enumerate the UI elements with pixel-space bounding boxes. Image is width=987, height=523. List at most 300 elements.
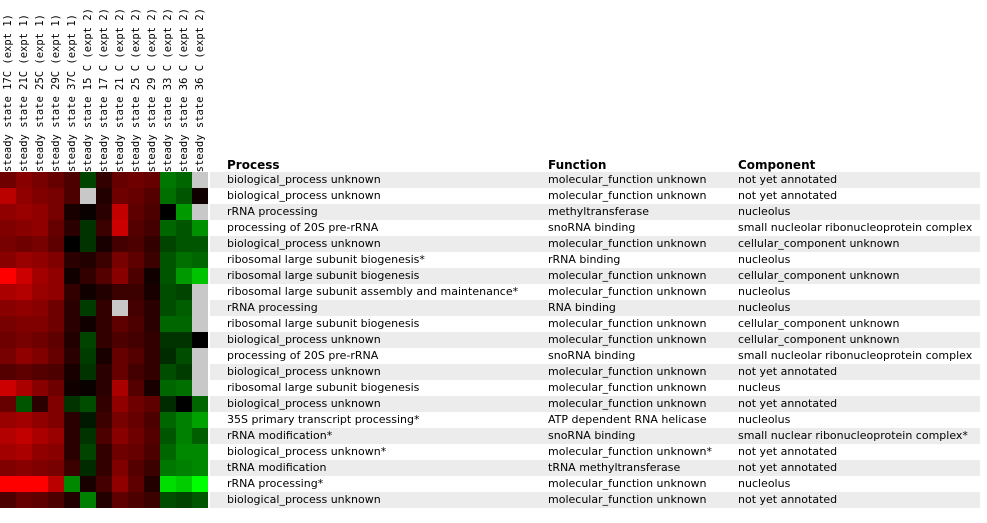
heatmap-cell (128, 204, 144, 220)
heatmap-cell (80, 268, 96, 284)
heatmap-cell (144, 188, 160, 204)
heatmap-cell (128, 396, 144, 412)
function-cell: snoRNA binding (548, 429, 636, 442)
heatmap-cell (32, 348, 48, 364)
heatmap-cell (80, 188, 96, 204)
table-row (210, 396, 980, 412)
component-cell: nucleolus (738, 301, 791, 314)
function-cell: molecular_function unknown (548, 269, 707, 282)
heatmap-cell (128, 236, 144, 252)
heatmap-cell (64, 284, 80, 300)
heatmap-cell (64, 380, 80, 396)
process-cell: rRNA processing (227, 205, 318, 218)
heatmap-cell (32, 268, 48, 284)
heatmap-cell (48, 412, 64, 428)
heatmap-cell (80, 380, 96, 396)
column-label: steady state 21 C (expt 2) (114, 7, 126, 172)
heatmap-cell (64, 332, 80, 348)
function-cell: molecular_function unknown (548, 397, 707, 410)
annotation-table (210, 172, 980, 508)
heatmap-cell (0, 172, 16, 188)
heatmap-cell (64, 236, 80, 252)
heatmap-cell (0, 300, 16, 316)
heatmap-cell (16, 220, 32, 236)
heatmap-cell (96, 188, 112, 204)
component-cell: small nucleolar ribonucleoprotein complex (738, 349, 973, 362)
function-cell: snoRNA binding (548, 221, 636, 234)
heatmap-cell (32, 412, 48, 428)
heatmap-cell (112, 428, 128, 444)
heatmap-cell (64, 476, 80, 492)
heatmap-cell (48, 220, 64, 236)
function-cell: molecular_function unknown (548, 477, 707, 490)
heatmap-cell (112, 492, 128, 508)
heatmap-cell (16, 252, 32, 268)
heatmap-cell (192, 428, 208, 444)
heatmap-cell (112, 396, 128, 412)
component-cell: cellular_component unknown (738, 317, 900, 330)
heatmap-cell (16, 476, 32, 492)
heatmap-cell (48, 236, 64, 252)
heatmap-cell (64, 300, 80, 316)
heatmap-cell (0, 396, 16, 412)
heatmap-cell (144, 460, 160, 476)
process-cell: tRNA modification (227, 461, 327, 474)
heatmap-cell (144, 396, 160, 412)
heatmap-cell (192, 444, 208, 460)
heatmap-cell (96, 284, 112, 300)
heatmap-cell (48, 268, 64, 284)
heatmap-cell (32, 204, 48, 220)
process-cell: ribosomal large subunit biogenesis* (227, 253, 425, 266)
heatmap-cell (112, 380, 128, 396)
column-label: steady state 15 C (expt 2) (82, 7, 94, 172)
table-row (210, 188, 980, 204)
heatmap-cell (64, 220, 80, 236)
heatmap-cell (144, 268, 160, 284)
heatmap-cell (192, 300, 208, 316)
heatmap-cell (0, 348, 16, 364)
header-process: Process (227, 158, 280, 172)
heatmap-cell (192, 412, 208, 428)
heatmap-cell (144, 380, 160, 396)
heatmap (0, 172, 208, 508)
heatmap-cell (48, 188, 64, 204)
heatmap-cell (0, 252, 16, 268)
heatmap-cell (96, 220, 112, 236)
heatmap-cell (96, 364, 112, 380)
heatmap-cell (176, 172, 192, 188)
heatmap-cell (16, 284, 32, 300)
table-row (210, 316, 980, 332)
heatmap-cell (176, 364, 192, 380)
heatmap-cell (0, 316, 16, 332)
heatmap-cell (160, 332, 176, 348)
table-row (210, 236, 980, 252)
table-row (210, 348, 980, 364)
heatmap-cell (128, 428, 144, 444)
heatmap-cell (144, 172, 160, 188)
heatmap-cell (128, 172, 144, 188)
heatmap-cell (0, 412, 16, 428)
heatmap-cell (112, 220, 128, 236)
heatmap-cell (48, 444, 64, 460)
heatmap-cell (112, 268, 128, 284)
heatmap-cell (160, 380, 176, 396)
heatmap-cell (96, 204, 112, 220)
function-cell: RNA binding (548, 301, 616, 314)
table-row (210, 492, 980, 508)
heatmap-cell (128, 268, 144, 284)
process-cell: rRNA processing* (227, 477, 324, 490)
heatmap-cell (80, 316, 96, 332)
heatmap-cell (80, 236, 96, 252)
table-row (210, 412, 980, 428)
heatmap-cell (128, 412, 144, 428)
table-row (210, 268, 980, 284)
heatmap-cell (96, 332, 112, 348)
heatmap-cell (32, 284, 48, 300)
heatmap-cell (32, 236, 48, 252)
heatmap-cell (16, 188, 32, 204)
heatmap-cell (176, 236, 192, 252)
column-label: steady state 25 C (expt 2) (130, 7, 142, 172)
heatmap-cell (96, 412, 112, 428)
function-cell: tRNA methyltransferase (548, 461, 681, 474)
heatmap-cell (176, 492, 192, 508)
process-cell: processing of 20S pre-rRNA (227, 349, 379, 362)
heatmap-cell (128, 332, 144, 348)
header-component: Component (738, 158, 816, 172)
heatmap-cell (144, 300, 160, 316)
heatmap-cell (16, 428, 32, 444)
component-cell: small nucleolar ribonucleoprotein complex (738, 221, 973, 234)
heatmap-cell (96, 348, 112, 364)
heatmap-cell (16, 380, 32, 396)
heatmap-cell (64, 188, 80, 204)
process-cell: biological_process unknown (227, 173, 381, 186)
heatmap-cell (80, 460, 96, 476)
heatmap-cell (176, 188, 192, 204)
process-cell: biological_process unknown (227, 493, 381, 506)
heatmap-cell (112, 300, 128, 316)
heatmap-cell (32, 364, 48, 380)
table-row (210, 364, 980, 380)
heatmap-cell (112, 284, 128, 300)
heatmap-cell (128, 492, 144, 508)
heatmap-cell (112, 476, 128, 492)
column-label: steady state 36 C (expt 2) (178, 7, 190, 172)
heatmap-cell (64, 396, 80, 412)
function-cell: methyltransferase (548, 205, 650, 218)
heatmap-cell (96, 252, 112, 268)
heatmap-cell (32, 172, 48, 188)
column-label: steady state 17C (expt 1) (2, 13, 14, 172)
heatmap-cell (160, 412, 176, 428)
heatmap-cell (160, 396, 176, 412)
heatmap-cell (176, 300, 192, 316)
component-cell: not yet annotated (738, 173, 838, 186)
function-cell: molecular_function unknown (548, 365, 707, 378)
heatmap-cell (112, 316, 128, 332)
header-function: Function (548, 158, 607, 172)
heatmap-cell (112, 236, 128, 252)
process-cell: biological_process unknown (227, 189, 381, 202)
function-cell: rRNA binding (548, 253, 621, 266)
heatmap-cell (176, 460, 192, 476)
table-row (210, 444, 980, 460)
heatmap-cell (192, 332, 208, 348)
heatmap-cell (80, 364, 96, 380)
heatmap-cell (112, 444, 128, 460)
heatmap-cell (16, 332, 32, 348)
heatmap-cell (16, 412, 32, 428)
heatmap-cell (160, 444, 176, 460)
heatmap-cell (128, 188, 144, 204)
heatmap-cell (112, 252, 128, 268)
process-cell: rRNA processing (227, 301, 318, 314)
heatmap-cell (80, 428, 96, 444)
heatmap-cell (48, 204, 64, 220)
function-cell: molecular_function unknown (548, 381, 707, 394)
heatmap-cell (80, 348, 96, 364)
heatmap-cell (144, 428, 160, 444)
heatmap-cell (144, 236, 160, 252)
heatmap-cell (64, 444, 80, 460)
process-cell: biological_process unknown (227, 397, 381, 410)
column-headers (0, 0, 210, 172)
heatmap-cell (16, 444, 32, 460)
heatmap-cell (112, 364, 128, 380)
heatmap-cell (32, 188, 48, 204)
column-label: steady state 29 C (expt 2) (146, 7, 158, 172)
heatmap-cell (176, 380, 192, 396)
heatmap-cell (192, 172, 208, 188)
table-row (210, 460, 980, 476)
heatmap-cell (112, 348, 128, 364)
heatmap-cell (48, 332, 64, 348)
component-cell: not yet annotated (738, 461, 838, 474)
heatmap-cell (192, 348, 208, 364)
heatmap-cell (160, 460, 176, 476)
heatmap-cell (144, 284, 160, 300)
table-row (210, 220, 980, 236)
heatmap-cell (112, 188, 128, 204)
heatmap-cell (128, 476, 144, 492)
heatmap-cell (32, 220, 48, 236)
component-cell: not yet annotated (738, 189, 838, 202)
heatmap-cell (32, 396, 48, 412)
heatmap-cell (48, 348, 64, 364)
table-row (210, 300, 980, 316)
heatmap-cell (160, 220, 176, 236)
heatmap-cell (176, 316, 192, 332)
heatmap-cell (0, 428, 16, 444)
heatmap-cell (48, 172, 64, 188)
heatmap-cell (64, 460, 80, 476)
heatmap-cell (32, 492, 48, 508)
heatmap-cell (160, 316, 176, 332)
process-cell: ribosomal large subunit biogenesis (227, 269, 420, 282)
heatmap-cell (80, 172, 96, 188)
heatmap-cell (96, 236, 112, 252)
heatmap-cell (32, 428, 48, 444)
column-label: steady state 33 C (expt 2) (162, 7, 174, 172)
column-label: steady state 37C (expt 1) (66, 13, 78, 172)
heatmap-cell (96, 444, 112, 460)
function-cell: molecular_function unknown (548, 317, 707, 330)
heatmap-cell (192, 460, 208, 476)
component-cell: nucleolus (738, 285, 791, 298)
heatmap-cell (0, 380, 16, 396)
heatmap-cell (16, 492, 32, 508)
heatmap-cell (176, 332, 192, 348)
heatmap-cell (160, 188, 176, 204)
heatmap-cell (192, 284, 208, 300)
column-label: steady state 36 C (expt 2) (194, 7, 206, 172)
heatmap-cell (48, 396, 64, 412)
heatmap-cell (192, 188, 208, 204)
function-cell: molecular_function unknown (548, 333, 707, 346)
heatmap-cell (176, 284, 192, 300)
process-cell: ribosomal large subunit biogenesis (227, 317, 420, 330)
heatmap-cell (80, 284, 96, 300)
heatmap-cell (176, 268, 192, 284)
heatmap-cell (192, 396, 208, 412)
heatmap-cell (32, 380, 48, 396)
heatmap-cell (192, 380, 208, 396)
component-cell: cellular_component unknown (738, 269, 900, 282)
table-row (210, 476, 980, 492)
component-cell: nucleolus (738, 477, 791, 490)
heatmap-cell (128, 300, 144, 316)
heatmap-cell (144, 316, 160, 332)
heatmap-cell (176, 428, 192, 444)
heatmap-cell (64, 364, 80, 380)
heatmap-cell (128, 284, 144, 300)
heatmap-cell (128, 364, 144, 380)
heatmap-cell (96, 268, 112, 284)
function-cell: snoRNA binding (548, 349, 636, 362)
process-cell: processing of 20S pre-rRNA (227, 221, 379, 234)
process-cell: ribosomal large subunit biogenesis (227, 381, 420, 394)
heatmap-cell (32, 252, 48, 268)
heatmap-cell (80, 492, 96, 508)
process-cell: ribosomal large subunit assembly and maintenance* (227, 285, 519, 298)
heatmap-cell (160, 252, 176, 268)
heatmap-cell (80, 300, 96, 316)
heatmap-cell (160, 428, 176, 444)
heatmap-cell (32, 316, 48, 332)
heatmap-cell (112, 172, 128, 188)
heatmap-cell (0, 236, 16, 252)
heatmap-cell (48, 364, 64, 380)
component-cell: small nuclear ribonucleoprotein complex* (738, 429, 968, 442)
heatmap-cell (160, 364, 176, 380)
heatmap-cell (96, 380, 112, 396)
heatmap-cell (128, 316, 144, 332)
heatmap-cell (128, 348, 144, 364)
heatmap-cell (0, 204, 16, 220)
heatmap-cell (176, 412, 192, 428)
heatmap-cell (144, 252, 160, 268)
process-cell: biological_process unknown (227, 365, 381, 378)
heatmap-cell (192, 492, 208, 508)
component-cell: nucleolus (738, 253, 791, 266)
heatmap-cell (176, 252, 192, 268)
heatmap-cell (80, 444, 96, 460)
heatmap-cell (192, 268, 208, 284)
heatmap-cell (48, 380, 64, 396)
heatmap-cell (48, 284, 64, 300)
function-cell: molecular_function unknown (548, 189, 707, 202)
component-cell: nucleus (738, 381, 781, 394)
heatmap-cell (160, 172, 176, 188)
heatmap-cell (80, 412, 96, 428)
heatmap-cell (192, 220, 208, 236)
heatmap-cell (16, 364, 32, 380)
heatmap-cell (48, 252, 64, 268)
heatmap-cell (16, 172, 32, 188)
heatmap-cell (96, 316, 112, 332)
process-cell: 35S primary transcript processing* (227, 413, 420, 426)
heatmap-cell (16, 316, 32, 332)
heatmap-cell (64, 172, 80, 188)
process-cell: rRNA modification* (227, 429, 333, 442)
heatmap-cell (144, 220, 160, 236)
heatmap-cell (32, 460, 48, 476)
heatmap-cell (16, 268, 32, 284)
heatmap-cell (96, 172, 112, 188)
heatmap-cell (48, 492, 64, 508)
heatmap-cell (80, 476, 96, 492)
heatmap-cell (80, 332, 96, 348)
heatmap-cell (128, 252, 144, 268)
process-cell: biological_process unknown (227, 333, 381, 346)
heatmap-cell (160, 204, 176, 220)
heatmap-cell (128, 380, 144, 396)
heatmap-cell (0, 476, 16, 492)
heatmap-cell (0, 268, 16, 284)
table-row (210, 204, 980, 220)
heatmap-cell (64, 428, 80, 444)
heatmap-cell (144, 364, 160, 380)
heatmap-cell (160, 236, 176, 252)
heatmap-cell (96, 492, 112, 508)
heatmap-cell (16, 300, 32, 316)
function-cell: molecular_function unknown (548, 285, 707, 298)
heatmap-cell (160, 348, 176, 364)
heatmap-cell (96, 428, 112, 444)
component-cell: cellular_component unknown (738, 237, 900, 250)
heatmap-cell (48, 460, 64, 476)
heatmap-cell (192, 252, 208, 268)
heatmap-cell (176, 396, 192, 412)
table-header (0, 158, 987, 172)
heatmap-cell (128, 220, 144, 236)
heatmap-cell (112, 412, 128, 428)
heatmap-cell (32, 332, 48, 348)
heatmap-cell (0, 364, 16, 380)
table-row (210, 428, 980, 444)
heatmap-cell (64, 316, 80, 332)
process-cell: biological_process unknown (227, 237, 381, 250)
component-cell: not yet annotated (738, 365, 838, 378)
function-cell: molecular_function unknown* (548, 445, 713, 458)
heatmap-cell (144, 204, 160, 220)
table-row (210, 172, 980, 188)
heatmap-cell (16, 236, 32, 252)
